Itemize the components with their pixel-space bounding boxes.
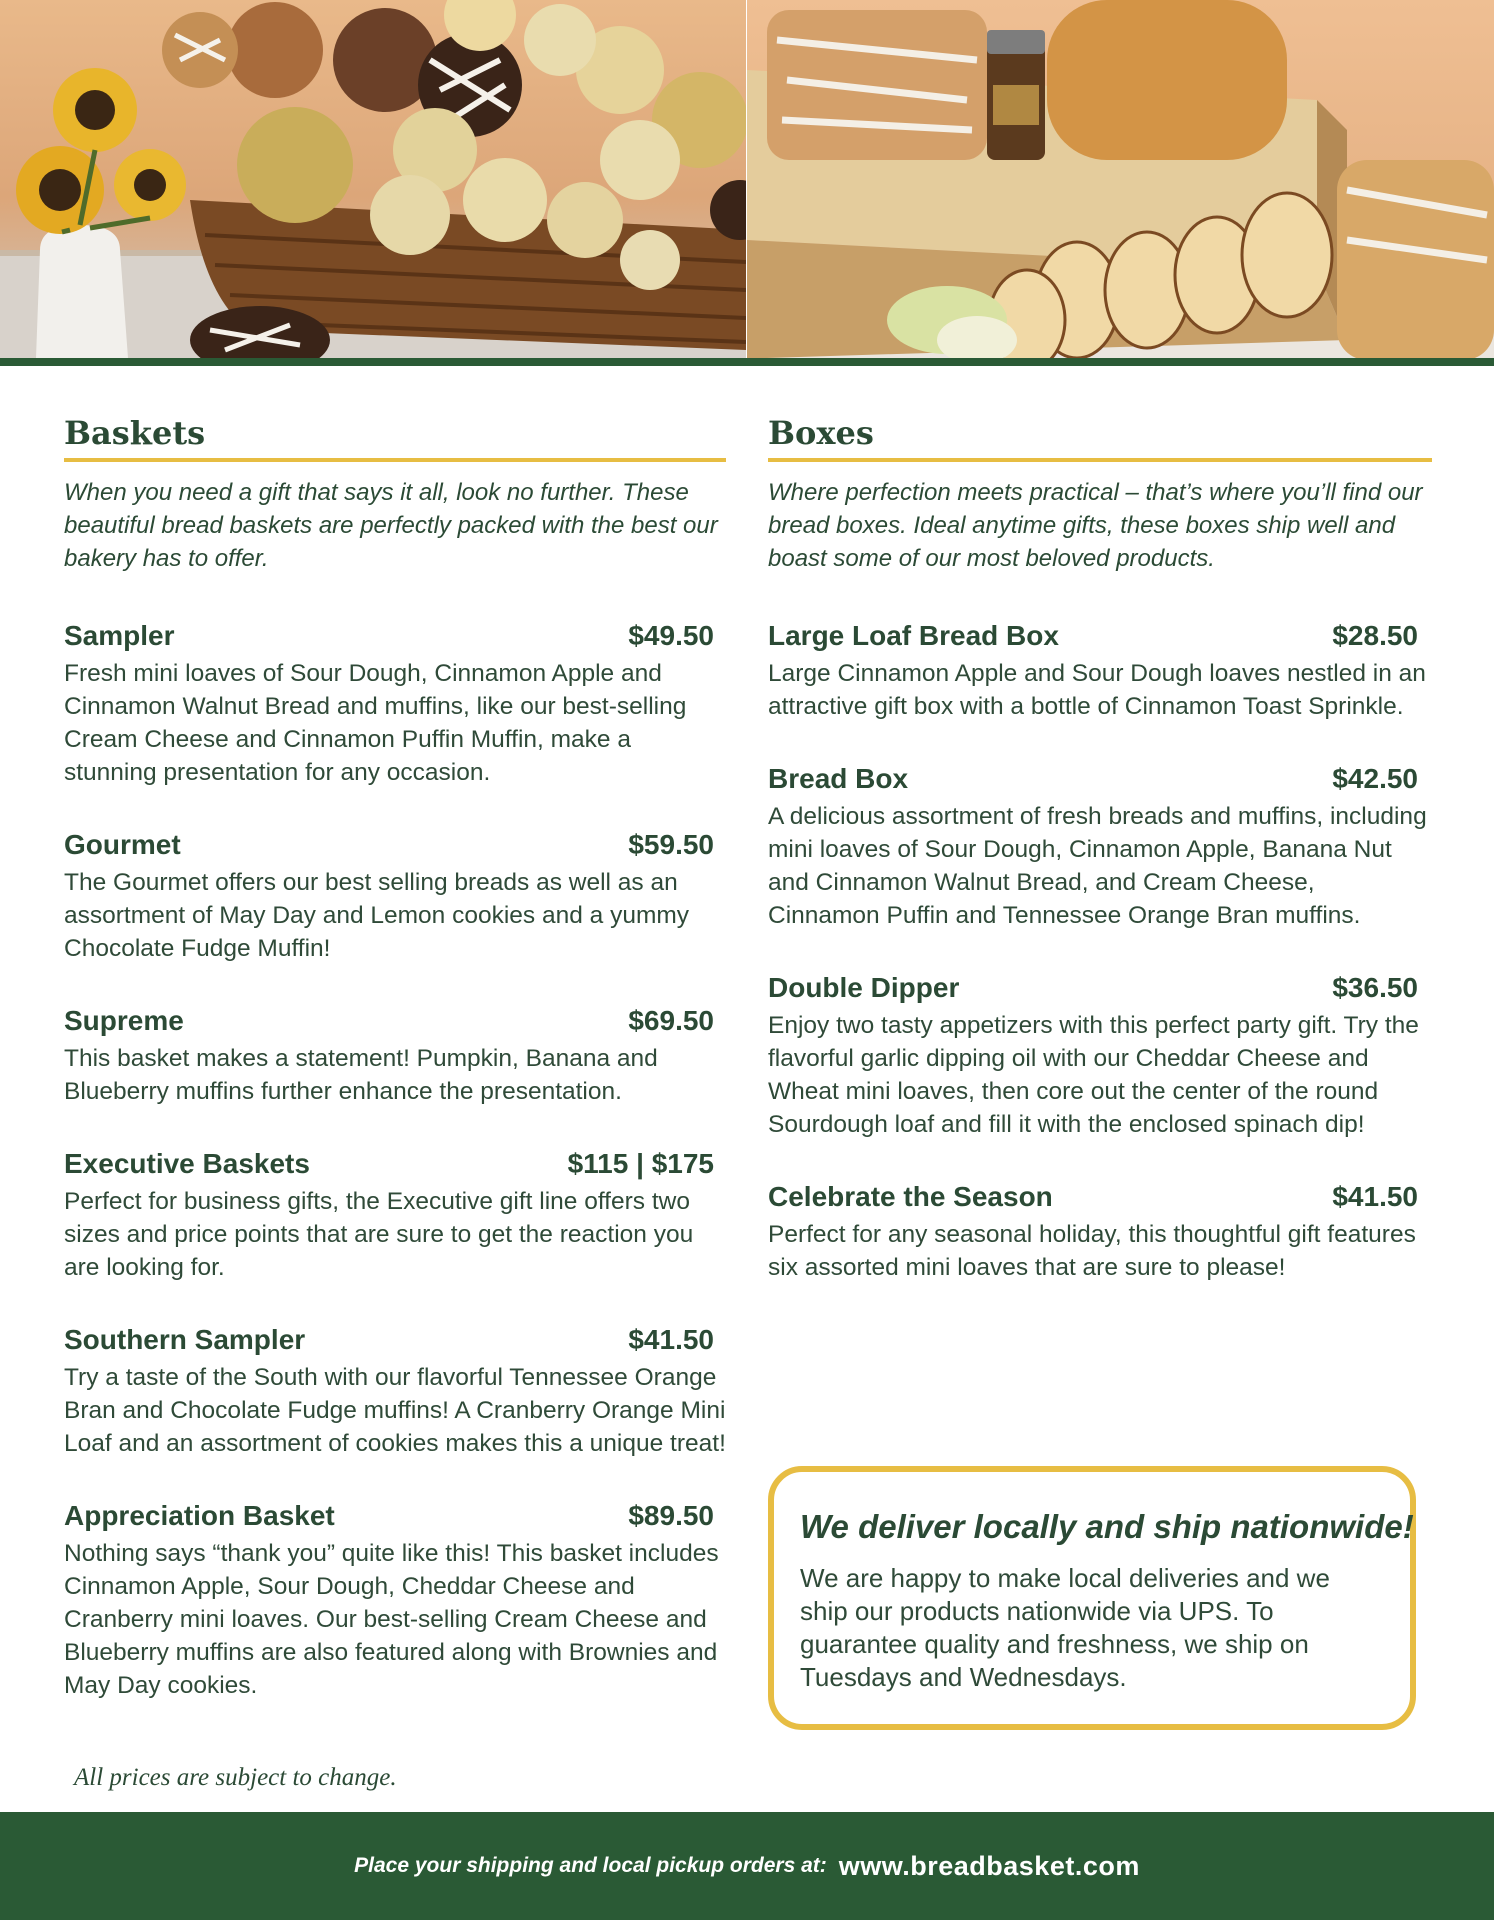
product-price: $28.50 <box>1332 620 1418 651</box>
product-name: Southern Sampler <box>64 1324 306 1355</box>
footer-bar <box>0 1812 1494 1920</box>
product-item-southern-sampler <box>64 1321 726 1460</box>
prices-disclaimer: All prices are subject to change. <box>74 1764 397 1791</box>
hero-banner <box>0 0 1494 358</box>
product-price: $41.50 <box>1332 1181 1418 1212</box>
product-name: Supreme <box>64 1005 184 1036</box>
product-price: $49.50 <box>628 620 714 651</box>
product-price: $42.50 <box>1332 763 1418 794</box>
hero-divider <box>0 358 1494 366</box>
product-item-bread-box <box>768 760 1432 932</box>
baskets-heading-rule <box>64 458 726 462</box>
boxes-heading-rule <box>768 458 1432 462</box>
product-description: Fresh mini loaves of Sour Dough, Cinnamon Apple and Cinnamon Walnut Bread and muffins, like our best-selling Cream Cheese and Cinnamon Puffin Muffin, make a stunning presentation for any occasion. <box>64 660 687 786</box>
product-item-appreciation-basket <box>64 1497 726 1702</box>
bread-basket-photo <box>0 0 746 358</box>
product-description: This basket makes a statement! Pumpkin, Banana and Blueberry muffins further enhance the presentation. <box>64 1045 658 1105</box>
product-price: $115 | $175 <box>567 1148 714 1179</box>
product-name: Appreciation Basket <box>64 1500 335 1531</box>
product-price: $59.50 <box>628 829 714 860</box>
product-description: Large Cinnamon Apple and Sour Dough loaves nestled in an attractive gift box with a bottle of Cinnamon Toast Sprinkle. <box>768 660 1426 720</box>
product-name: Celebrate the Season <box>768 1181 1053 1212</box>
boxes-section <box>768 412 1432 1321</box>
website-link[interactable]: www.breadbasket.com <box>838 1850 1140 1881</box>
product-item-gourmet <box>64 826 726 965</box>
bread-box-photo <box>747 0 1494 358</box>
product-description: Perfect for business gifts, the Executive gift line offers two sizes and price points that are sure to get the reaction you are looking for. <box>64 1188 694 1281</box>
baskets-section <box>64 412 726 1739</box>
boxes-heading: Boxes <box>768 414 874 452</box>
product-item-sampler <box>64 617 726 789</box>
baskets-heading: Baskets <box>64 414 206 452</box>
boxes-intro: Where perfection meets practical – that’s where you’ll find our bread boxes. Ideal anytime gifts, these boxes ship well and boast some of our most beloved products. <box>768 479 1423 572</box>
basket-illustration <box>0 0 746 358</box>
product-description: The Gourmet offers our best selling breads as well as an assortment of May Day and Lemon cookies and a yummy Chocolate Fudge Muffin! <box>64 869 690 962</box>
delivery-text: We are happy to make local deliveries and we ship our products nationwide via UPS. To guarantee quality and freshness, we ship on Tuesdays and Wednesdays. <box>800 1563 1330 1692</box>
product-price: $89.50 <box>628 1500 714 1531</box>
product-name: Sampler <box>64 620 175 651</box>
product-name: Bread Box <box>768 763 909 794</box>
delivery-heading: We deliver locally and ship nationwide! <box>800 1508 1414 1545</box>
product-name: Large Loaf Bread Box <box>768 620 1059 651</box>
product-price: $69.50 <box>628 1005 714 1036</box>
product-description: Perfect for any seasonal holiday, this thoughtful gift features six assorted mini loaves that are sure to please! <box>768 1221 1416 1281</box>
product-price: $41.50 <box>628 1324 714 1355</box>
product-description: A delicious assortment of fresh breads and muffins, including mini loaves of Sour Dough, Cinnamon Apple, Banana Nut and Cinnamon Walnut Bread, and Cream Cheese, Cinnamon Puffin and Tennessee Orange Bran muffins. <box>768 803 1427 929</box>
product-item-double-dipper <box>768 969 1432 1141</box>
delivery-callout <box>768 1466 1416 1730</box>
baskets-intro: When you need a gift that says it all, look no further. These beautiful bread baskets are perfectly packed with the best our bakery has to offer. <box>64 479 718 572</box>
product-item-celebrate-the-season <box>768 1178 1432 1284</box>
footer-label: Place your shipping and local pickup orders at: <box>354 1854 827 1877</box>
product-name: Double Dipper <box>768 972 960 1003</box>
product-item-supreme <box>64 1002 726 1108</box>
product-description: Try a taste of the South with our flavorful Tennessee Orange Bran and Chocolate Fudge muffins! A Cranberry Orange Mini Loaf and an assortment of cookies makes this a unique treat! <box>64 1364 726 1457</box>
product-price: $36.50 <box>1332 972 1418 1003</box>
product-item-large-loaf-bread-box <box>768 617 1432 723</box>
gift-box-illustration <box>747 0 1494 358</box>
product-description: Nothing says “thank you” quite like this! This basket includes Cinnamon Apple, Sour Dough, Cheddar Cheese and Cranberry mini loaves. Our best-selling Cream Cheese and Blueberry muffins are also featured along with Brownies and May Day cookies. <box>64 1540 719 1699</box>
product-item-executive-baskets <box>64 1145 726 1284</box>
product-name: Gourmet <box>64 829 181 860</box>
product-name: Executive Baskets <box>64 1148 310 1179</box>
product-description: Enjoy two tasty appetizers with this perfect party gift. Try the flavorful garlic dipping oil with our Cheddar Cheese and Wheat mini loaves, then core out the center of the round Sourdough loaf and fill it with the enclosed spinach dip! <box>768 1012 1419 1138</box>
